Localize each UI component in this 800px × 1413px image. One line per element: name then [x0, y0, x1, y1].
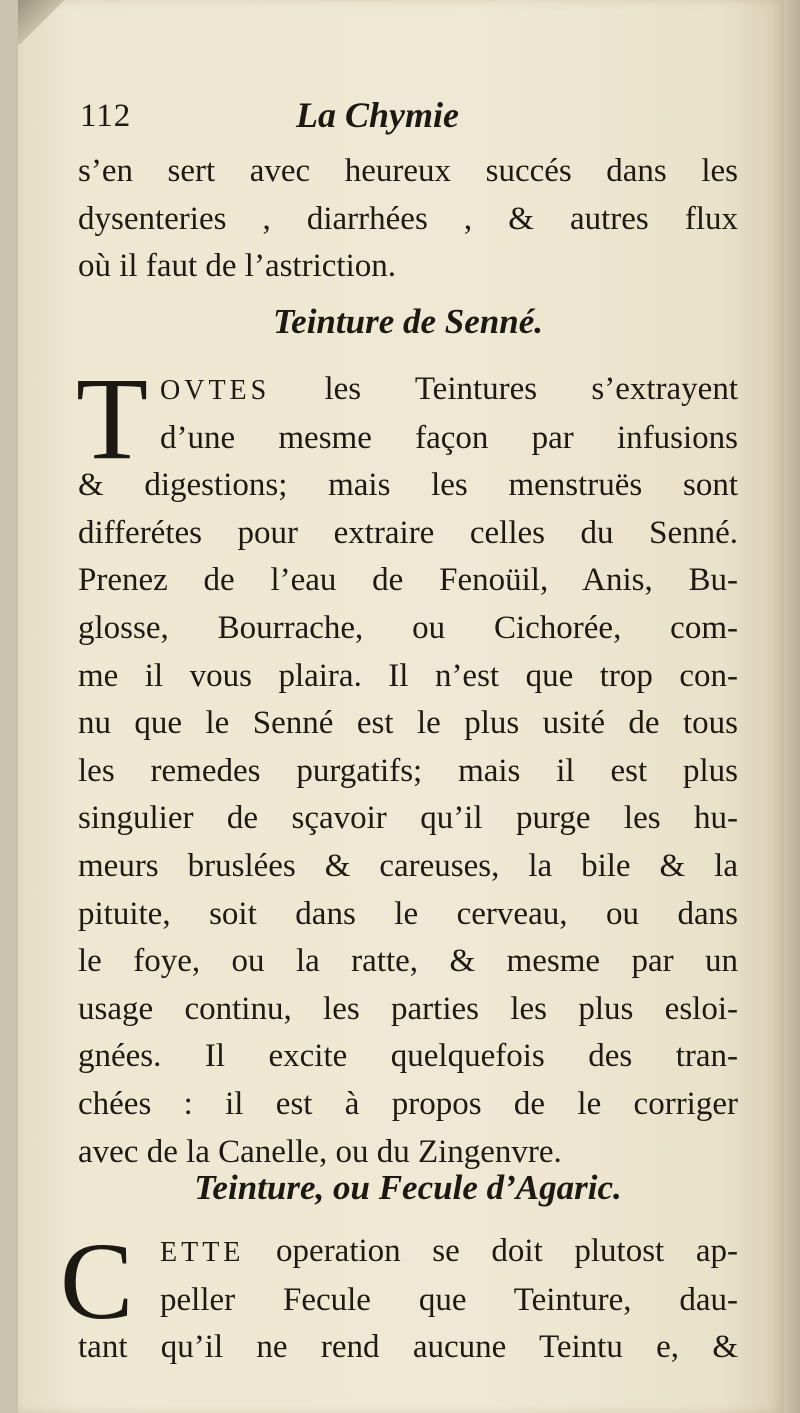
section-heading: Teinture, ou Fecule d’Agaric. [194, 1168, 622, 1207]
text-line: tant qu’il ne rend aucune Teintu e, & [78, 1329, 738, 1366]
text-line [78, 1228, 738, 1277]
text-line: les remedes purgatifs; mais il est plus [78, 752, 738, 789]
section-heading: Teinture de Senné. [273, 302, 543, 341]
text-line: où il faut de l’astriction. [78, 248, 396, 285]
text-line: meurs bruslées & careuses, la bile & la [78, 847, 738, 884]
text-line: glosse, Bourrache, ou Cichorée, com- [78, 609, 738, 646]
page-header [80, 92, 740, 148]
text-line: dysenteries , diarrhées , & autres flux [78, 200, 738, 237]
text-line: gnées. Il excite quelquefois des tran- [78, 1038, 738, 1075]
text-line: & digestions; mais les menstruës sont [78, 467, 738, 504]
text-line: usage continu, les parties les plus esloi- [78, 990, 738, 1027]
text-line: nu que le Senné est le plus usité de tous [78, 705, 738, 742]
text-line: s’en sert avec heureux succés dans les [78, 153, 738, 189]
text-fragment: operation se doit plutost ap- [244, 1233, 738, 1269]
text-line: chées : il est à propos de le corriger [78, 1085, 738, 1122]
text-line [78, 366, 738, 415]
page-number: 112 [80, 98, 132, 134]
text-fragment: les Teintures s’extrayent [270, 371, 738, 407]
drop-cap: C [60, 1220, 134, 1342]
text-line: differétes pour extraire celles du Senné. [78, 514, 738, 551]
section-body [78, 1228, 738, 1372]
page-edge [784, 0, 800, 1413]
running-title: La Chymie [296, 95, 459, 135]
page-corner-fold [18, 0, 76, 44]
small-caps-word: OVTES [160, 375, 271, 406]
section-body [78, 366, 738, 1176]
paragraph-continuation [78, 148, 738, 291]
text-line: pituite, soit dans le cerveau, ou dans [78, 895, 738, 932]
small-caps-word: ETTE [160, 1237, 245, 1268]
text-line: peller Fecule que Teinture, dau- [160, 1281, 738, 1318]
text-line: Prenez de l’eau de Fenoüil, Anis, Bu- [78, 562, 738, 599]
text-line: singulier de sçavoir qu’il purge les hu- [78, 800, 738, 837]
text-line: d’une mesme façon par infusions [160, 419, 738, 456]
text-line: avec de la Canelle, ou du Zingenvre. [78, 1133, 562, 1170]
text-line: me il vous plaira. Il n’est que trop con- [78, 657, 738, 694]
text-line: le foye, ou la ratte, & mesme par un [78, 943, 738, 980]
drop-cap: T [76, 353, 149, 484]
